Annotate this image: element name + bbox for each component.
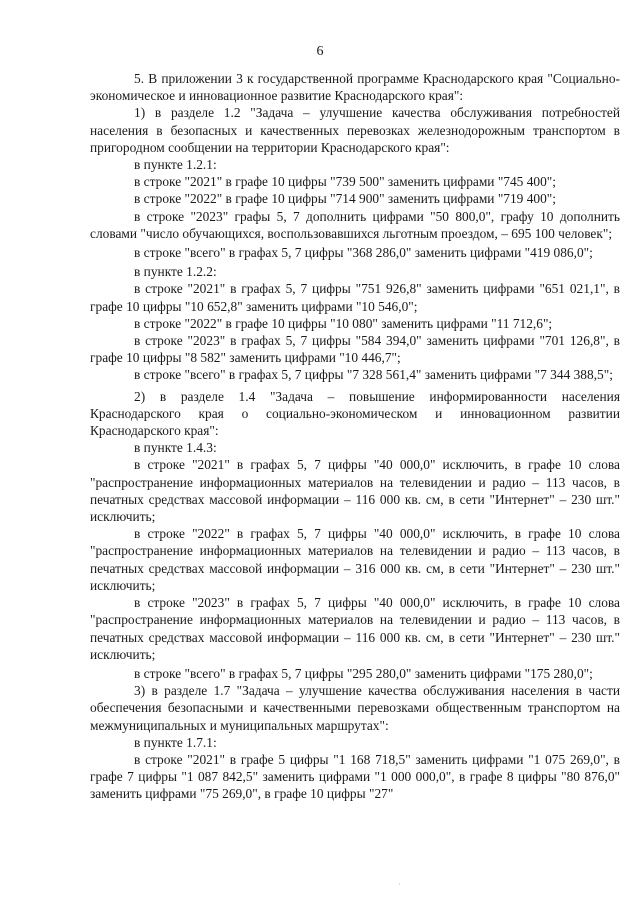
paragraph-subsection-1-7: 3) в разделе 1.7 "Задача – улучшение качества обслуживания населения в части обеспечения безопасными и качественными перевозками общественным транспортом на межмуниципальных и муниципальных маршрутах": xyxy=(90,683,620,733)
paragraph-row-2023: в строке "2023" в графах 5, 7 цифры "584 394,0" заменить цифрами "701 126,8", в графе 10 цифры "8 582" заменить цифрами "10 446,7"; xyxy=(90,333,620,366)
paragraph-item-1-7-1: в пункте 1.7.1: xyxy=(134,734,217,750)
page-number: 6 xyxy=(316,44,324,59)
paragraph-subsection-1-4: 2) в разделе 1.4 "Задача – повышение информированности населения Краснодарского края о социально-экономическом и инновационном развитии Краснодарского края": xyxy=(90,388,620,439)
paragraph-row-2022: в строке "2022" в графе 10 цифры "10 080" заменить цифрами "11 712,6"; xyxy=(134,315,553,331)
paragraph-subsection-1-2: 1) в разделе 1.2 "Задача – улучшение качества обслуживания потребностей населения в безопасных и качественных перевозках железнодорожным транспортом в пригородном сообщении на территории Краснодарского края": xyxy=(90,105,620,155)
paragraph-row-2023: в строке "2023" графы 5, 7 дополнить цифрами "50 800,0", графу 10 дополнить словами "число обучающихся, воспользовавшихся льготным проездом, – 695 100 человек"; xyxy=(90,208,620,241)
scan-artifact-mark: · xyxy=(398,880,401,889)
paragraph-row-2023: в строке "2023" в графах 5, 7 цифры "40 000,0" исключить, в графе 10 слова "распространение информационных материалов на телевидении и радио – 113 часов, в печатных средствах массовой информации – 116 000 кв. см, в сети "Интернет" – 230 шт." исключить; xyxy=(90,595,620,662)
document-body xyxy=(90,70,620,803)
paragraph-row-total: в строке "всего" в графах 5, 7 цифры "295 280,0" заменить цифрами "175 280,0"; xyxy=(134,665,593,681)
paragraph-row-2021: в строке "2021" в графах 5, 7 цифры "40 000,0" исключить, в графе 10 слова "распространение информационных материалов на телевидении и радио – 113 часов, в печатных средствах массовой информации – 116 000 кв. см, в сети "Интернет" – 230 шт." исключить; xyxy=(90,457,620,525)
paragraph-row-2022: в строке "2022" в графе 10 цифры "714 900" заменить цифрами "719 400"; xyxy=(134,191,556,207)
paragraph-item-1-2-2: в пункте 1.2.2: xyxy=(134,264,217,280)
paragraph-row-total: в строке "всего" в графах 5, 7 цифры "368 286,0" заменить цифрами "419 086,0"; xyxy=(134,245,593,261)
paragraph-item-1-2-1: в пункте 1.2.1: xyxy=(134,157,217,173)
paragraph-row-2021: в строке "2021" в графе 10 цифры "739 500" заменить цифрами "745 400"; xyxy=(134,174,556,190)
paragraph-row-2022: в строке "2022" в графах 5, 7 цифры "40 000,0" исключить, в графе 10 слова "распространение информационных материалов на телевидении и радио – 113 часов, в печатных средствах массовой информации – 316 000 кв. см, в сети "Интернет" – 230 шт." исключить; xyxy=(90,526,620,593)
paragraph-row-2021: в строке "2021" в графе 5 цифры "1 168 718,5" заменить цифрами "1 075 269,0", в графе 7 цифры "1 087 842,5" заменить цифрами "1 000 000,0", в графе 8 цифры "80 876,0" заменить цифрами "75 269,0", в графе 10 цифры "27" xyxy=(90,751,620,802)
paragraph-item-1-4-3: в пункте 1.4.3: xyxy=(134,440,217,456)
paragraph-row-total: в строке "всего" в графах 5, 7 цифры "7 328 561,4" заменить цифрами "7 344 388,5"; xyxy=(134,367,613,383)
paragraph-row-2021: в строке "2021" в графах 5, 7 цифры "751 926,8" заменить цифрами "651 021,1", в графе 10 цифры "10 652,8" заменить цифрами "10 546,0"; xyxy=(90,281,620,314)
paragraph-section-5: 5. В приложении 3 к государственной программе Краснодарского края "Социально-экономическое и инновационное развитие Краснодарского края": xyxy=(90,71,620,104)
